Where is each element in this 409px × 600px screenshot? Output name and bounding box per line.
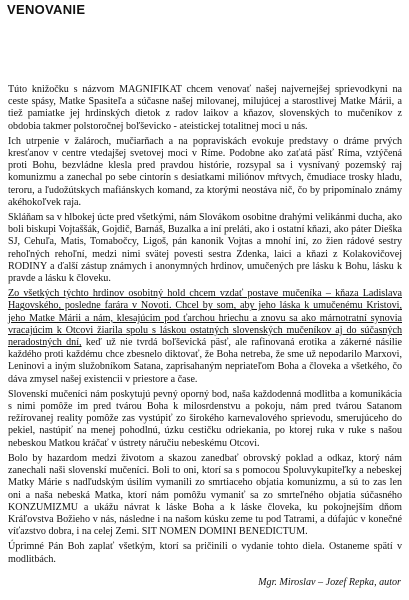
page-title: VENOVANIE xyxy=(7,2,86,17)
paragraph-3: Skláňam sa v hlbokej úcte pred všetkými, nám Slovákom osobitne drahými velikánmi ducha, ako boli biskupi Vojtaššák, Gojdič, Barnáš, Buzalka a iní preláti, ako i ostatní kňazi, ako páter Dieška SJ, Cehuľa, Matis, Tomabočcy, Ligoš, pán kanonik Vojtas a mnohí iní, zo žien rádové sestry rehoľných rehoľní, medzi nimi svätej povesti sestra Zdenka, laici a kňazi z Kolakovičovej RODINY a ďalší zástup známych i anonymných hrdinov, umučených pre lásku k Bohu, lásku k pravde a lásku k človeku. xyxy=(8,212,402,285)
dedication-text xyxy=(8,84,402,569)
paragraph-5: Slovenskí mučeníci nám poskytujú pevný oporný bod, naša každodenná modlitba a komunikácia s nimi pomôže im pred tvárou Boha k milosrdenstvu a pokoju, nám pred tvárou Satanom režírovanej reality pomôže zas vystúpiť zo širokého karnevalového sprievodu, smerujúceho do pekiel, nastúpiť na menej pohodlnú, úzku cestičku odriekania, po ktorej ruka v ruke s našou nebeskou Matkou kráčať v ústrety náručiu nebeskému Otcovi. xyxy=(8,388,402,449)
underlined-tribute: Zo všetkých týchto hrdinov osobitný hold chcem vzdať postave mučeníka – kňaza Ladislava Hagovského, posledne farára v Novoti. Chcel by som, aby jeho láska k umučenému Kristovi, jeho Matke Márii a nám, klesajúcim pod ťarchou hriechu a znovu sa ako márnotratní synovia vracajúcim k Otcovi žiarila spolu s láskou ostatných slovenských mučeníkov aj do súčasných neradostných dní, xyxy=(8,288,402,349)
paragraph-1: Túto knižočku s názvom MAGNIFIKAT chcem venovať našej najvernejšej sprievodkyni na ceste spásy, Matke Spasiteľa a súčasne našej milovanej, milujúcej a starostlivej Matke Márii, a tiež pamiatke jej hrdinských dietok z radov laikov a kňazov, slovenských to mučeníkov z obdobia takmer polstoročnej boľševicko - ateistickej totalitnej moci u nás. xyxy=(8,84,402,132)
paragraph-4-rest: keď už nie tvrdá boľševická päsť, ale rafinovaná erotika a zákerné násilie každého proti každému chce zbesnelo diktovať, že Boha netreba, že sme už nepodarilo Marxovi, Leninovi a iným služobníkom Satana, zaprisahaným nepriateľom Boha a človeka a všetkého, čo dáva zmysel našej existencii v priestore a čase. xyxy=(8,337,402,385)
author-signature: Mgr. Miroslav – Jozef Repka, autor xyxy=(258,577,401,588)
paragraph-2: Ich utrpenie v žalároch, mučiarňach a na popraviskách evokuje predstavy o dráme prvých kresťanov v centre vtedajšej svetovej moci v Ríme. Podobne ako zaťatá päsť Ríma, vztýčená proti Bohu, bezvládne klesla pred pravdou histórie, rozsypal sa i vysnívaný pozemský raj komunizmu a zanechal po sebe cintorín s desiatkami miliónov mŕtvych, čmudiace trosky hladu, teroru, a ľudožútskych mafiánskych komand, za ktorými neostáva nič, čo by pripomínalo známy akéhokoľvek raja. xyxy=(8,135,402,208)
paragraph-4 xyxy=(8,288,402,386)
paragraph-7: Úprimné Pán Boh zaplať všetkým, ktorí sa pričinili o vydanie tohto diela. Ostaneme spätí v modlitbách. xyxy=(8,541,402,565)
paragraph-6: Bolo by hazardom medzi životom a skazou zanedbať obrovský poklad a odkaz, ktorý nám zanechali naši slovenskí mučeníci. Boli to oni, ktorí sa s pomocou Spoluvykupiteľky a nebeskej Matky Márie s nadľudským úsilím vymanili zo smrtiaceho objatia komunizmu, a sú to zas len oni a naša nebeská Matka, ktorí nám pomôžu vymaniť sa zo smrteľného objatia súčasného KONZUMIZMU a ukážu návrat k láske Boha a k láske človeka, ku pokojnejším dňom Kráľovstva Božieho v nás, následne i na našom kúsku zeme tu pod Tatrami, a dúfajúc v konečné víťazstvo dobra, i na celej Zemi. SIT NOMEN DOMINI BENEDICTUM. xyxy=(8,452,402,538)
